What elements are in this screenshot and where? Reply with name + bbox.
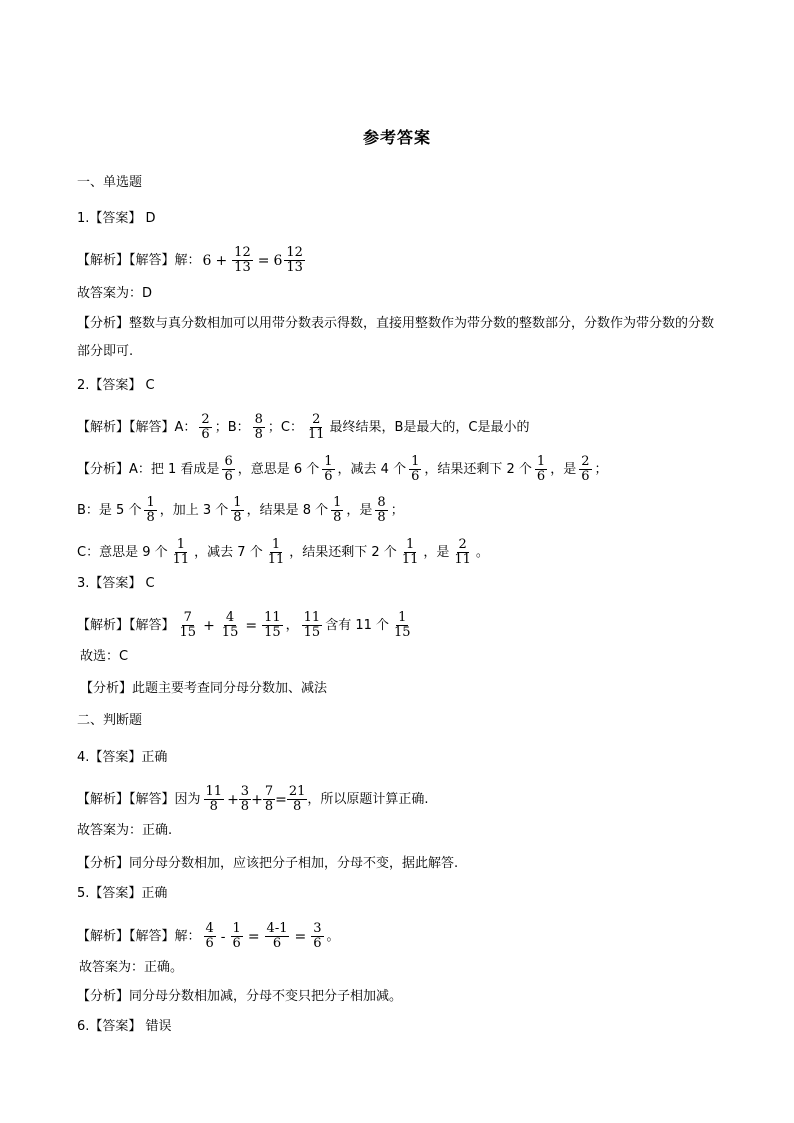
fraction bbox=[204, 922, 216, 951]
q3-explanation-prefix: 【解析】【解答】 bbox=[77, 617, 175, 633]
numerator: 21 bbox=[288, 784, 306, 799]
numerator: 1 bbox=[405, 537, 415, 552]
text: ，结果还剩下 2 个 bbox=[424, 461, 532, 477]
denominator: 11 bbox=[172, 552, 190, 567]
numerator: 2 bbox=[201, 412, 210, 427]
plus: + bbox=[251, 791, 263, 808]
fraction bbox=[222, 455, 234, 484]
numerator: 1 bbox=[333, 495, 342, 510]
q2-explanation bbox=[77, 413, 530, 442]
fraction bbox=[171, 538, 192, 567]
fraction bbox=[392, 611, 413, 640]
fraction bbox=[220, 611, 241, 640]
text: ，加上 3 个 bbox=[159, 502, 229, 518]
text: ，是 bbox=[550, 461, 577, 477]
numerator: 11 bbox=[303, 610, 321, 625]
section-heading-true-false: 二、判断题 bbox=[77, 713, 143, 728]
numerator: 3 bbox=[240, 784, 250, 799]
denominator: 13 bbox=[286, 260, 303, 275]
denominator: 11 bbox=[454, 552, 471, 567]
q1-whole-1: 6 bbox=[202, 252, 212, 269]
fraction bbox=[263, 785, 275, 814]
numerator: 6 bbox=[224, 454, 233, 469]
q1-analysis: 【分析】整数与真分数相加可以用带分数表示得数，直接用整数作为带分数的整数部分，分数作为带分数的分数部分即可. bbox=[77, 316, 715, 359]
denominator: 6 bbox=[224, 469, 233, 484]
q3-answer: 3.【答案】 C bbox=[77, 576, 155, 591]
plus: + bbox=[227, 791, 239, 808]
q3-conclusion: 故选：C bbox=[80, 649, 129, 664]
denominator: 8 bbox=[233, 510, 242, 525]
minus: - bbox=[220, 928, 226, 945]
denominator: 15 bbox=[264, 625, 281, 640]
q4-analysis: 【分析】同分母分数相加，应该把分子相加，分母不变，据此解答. bbox=[77, 856, 459, 871]
q2-sep-1: ；B： bbox=[214, 419, 250, 435]
fraction bbox=[400, 538, 421, 567]
denominator: 6 bbox=[581, 469, 590, 484]
q5-analysis: 【分析】同分母分数相加减，分母不变只把分子相加减。 bbox=[77, 989, 403, 1004]
numerator: 1 bbox=[536, 454, 546, 469]
numerator: 12 bbox=[234, 245, 251, 260]
q1-explanation-prefix: 【解析】【解答】解： bbox=[77, 252, 201, 268]
q1-fraction-2 bbox=[284, 246, 305, 275]
denominator: 6 bbox=[201, 427, 210, 442]
denominator: 6 bbox=[205, 936, 214, 951]
numerator: 7 bbox=[264, 784, 274, 799]
fraction bbox=[178, 611, 199, 640]
text: ，结果还剩下 2 个 bbox=[289, 544, 397, 560]
denominator: 6 bbox=[232, 936, 241, 951]
numerator: 1 bbox=[324, 454, 333, 469]
q2-fraction-a bbox=[199, 413, 211, 442]
denominator: 6 bbox=[272, 936, 282, 951]
denominator: 8 bbox=[254, 427, 263, 442]
denominator: 6 bbox=[411, 469, 420, 484]
numerator: 8 bbox=[254, 412, 263, 427]
fraction bbox=[322, 455, 334, 484]
q2-answer: 2.【答案】 C bbox=[77, 378, 155, 393]
q5-explanation-prefix: 【解析】【解答】解： bbox=[77, 928, 201, 944]
numerator: 12 bbox=[286, 245, 303, 260]
q4-answer: 4.【答案】正确 bbox=[77, 750, 168, 765]
denominator: 15 bbox=[303, 625, 321, 640]
q1-plus: + bbox=[215, 252, 228, 269]
q2-explanation-prefix: 【解析】【解答】A： bbox=[77, 419, 197, 435]
denominator: 11 bbox=[267, 552, 285, 567]
fraction bbox=[262, 611, 283, 640]
denominator: 6 bbox=[324, 469, 333, 484]
q3-explanation bbox=[77, 611, 416, 640]
numerator: 1 bbox=[176, 537, 186, 552]
numerator: 1 bbox=[233, 495, 242, 510]
numerator: 11 bbox=[205, 784, 223, 799]
text: ； bbox=[594, 461, 608, 477]
text: ，结果是 8 个 bbox=[246, 502, 329, 518]
text: 【分析】A：把 1 看成是 bbox=[77, 461, 220, 477]
denominator: 8 bbox=[209, 799, 218, 814]
q5-explanation-suffix: 。 bbox=[326, 928, 340, 944]
fraction bbox=[231, 496, 243, 525]
denominator: 15 bbox=[221, 625, 239, 640]
q5-explanation bbox=[77, 922, 340, 951]
q4-explanation bbox=[77, 785, 429, 814]
text: B：是 5 个 bbox=[77, 502, 142, 518]
denominator: 8 bbox=[146, 510, 155, 525]
section-heading-single-choice: 一、单选题 bbox=[77, 175, 143, 190]
q2-fraction-c bbox=[306, 413, 327, 442]
comma: ， bbox=[285, 617, 299, 633]
numerator: 11 bbox=[264, 610, 281, 625]
fraction bbox=[375, 496, 387, 525]
fraction bbox=[204, 785, 225, 814]
text: ，减去 4 个 bbox=[337, 461, 407, 477]
q1-conclusion: 故答案为：D bbox=[77, 286, 153, 301]
numerator: 2 bbox=[581, 454, 590, 469]
equals: = bbox=[245, 617, 258, 634]
numerator: 2 bbox=[458, 537, 467, 552]
equals: = bbox=[275, 791, 287, 808]
numerator: 1 bbox=[398, 610, 407, 625]
q1-equals: = bbox=[257, 252, 270, 269]
text: ，是 bbox=[423, 544, 450, 560]
q2-sep-2: ；C： bbox=[267, 419, 303, 435]
q2-fraction-b bbox=[253, 413, 265, 442]
denominator: 8 bbox=[240, 799, 250, 814]
numerator: 1 bbox=[146, 495, 155, 510]
numerator: 4 bbox=[225, 610, 235, 625]
fraction bbox=[331, 496, 343, 525]
denominator: 8 bbox=[264, 799, 274, 814]
q4-explanation-suffix: ，所以原题计算正确. bbox=[307, 791, 429, 807]
denominator: 6 bbox=[536, 469, 546, 484]
q5-answer: 5.【答案】正确 bbox=[77, 886, 168, 901]
q1-explanation bbox=[77, 246, 308, 275]
denominator: 15 bbox=[394, 625, 411, 640]
q1-whole-2: 6 bbox=[273, 252, 283, 269]
numerator: 3 bbox=[313, 921, 322, 936]
fraction bbox=[239, 785, 251, 814]
denominator: 15 bbox=[179, 625, 197, 640]
q1-answer: 1.【答案】 D bbox=[77, 211, 156, 226]
denominator: 8 bbox=[292, 799, 302, 814]
fraction bbox=[535, 455, 547, 484]
numerator: 4 bbox=[205, 921, 214, 936]
q4-explanation-prefix: 【解析】【解答】因为 bbox=[77, 791, 201, 807]
fraction bbox=[409, 455, 421, 484]
q4-conclusion: 故答案为：正确. bbox=[77, 823, 173, 838]
fraction bbox=[287, 785, 308, 814]
fraction bbox=[144, 496, 156, 525]
numerator: 1 bbox=[411, 454, 420, 469]
text: C：意思是 9 个 bbox=[77, 544, 168, 560]
text: ，意思是 6 个 bbox=[237, 461, 320, 477]
q1-fraction-1 bbox=[232, 246, 253, 275]
fraction bbox=[302, 611, 323, 640]
numerator: 4-1 bbox=[266, 921, 288, 936]
plus: + bbox=[203, 617, 215, 634]
numerator: 7 bbox=[183, 610, 192, 625]
fraction bbox=[452, 538, 473, 567]
fraction bbox=[266, 538, 287, 567]
q6-answer: 6.【答案】 错误 bbox=[77, 1019, 172, 1034]
text: ，是 bbox=[346, 502, 373, 518]
q1-mixed-number bbox=[271, 246, 307, 275]
numerator: 1 bbox=[271, 537, 281, 552]
fraction bbox=[579, 455, 591, 484]
numerator: 1 bbox=[232, 921, 241, 936]
denominator: 13 bbox=[234, 260, 251, 275]
fraction bbox=[231, 922, 243, 951]
denominator: 8 bbox=[377, 510, 386, 525]
fraction bbox=[311, 922, 323, 951]
q2-analysis-b bbox=[77, 496, 404, 525]
denominator: 11 bbox=[307, 427, 325, 442]
q2-analysis-a bbox=[77, 455, 608, 484]
page-title: 参考答案 bbox=[362, 128, 431, 147]
numerator: 2 bbox=[312, 412, 321, 427]
denominator: 11 bbox=[401, 552, 419, 567]
equals: = bbox=[294, 928, 307, 945]
text: ，减去 7 个 bbox=[194, 544, 263, 560]
q3-analysis: 【分析】此题主要考查同分母分数加、减法 bbox=[80, 681, 328, 696]
text: 含有 11 个 bbox=[325, 617, 389, 633]
text: ； bbox=[390, 502, 404, 518]
numerator: 8 bbox=[377, 495, 386, 510]
text: 。 bbox=[475, 544, 489, 560]
q2-explanation-suffix: 最终结果，B是最大的，C是最小的 bbox=[329, 419, 530, 435]
q5-conclusion: 故答案为：正确。 bbox=[79, 960, 184, 975]
denominator: 8 bbox=[333, 510, 342, 525]
fraction bbox=[265, 922, 290, 951]
equals: = bbox=[247, 928, 260, 945]
q2-analysis-c bbox=[77, 538, 489, 567]
denominator: 6 bbox=[313, 936, 322, 951]
